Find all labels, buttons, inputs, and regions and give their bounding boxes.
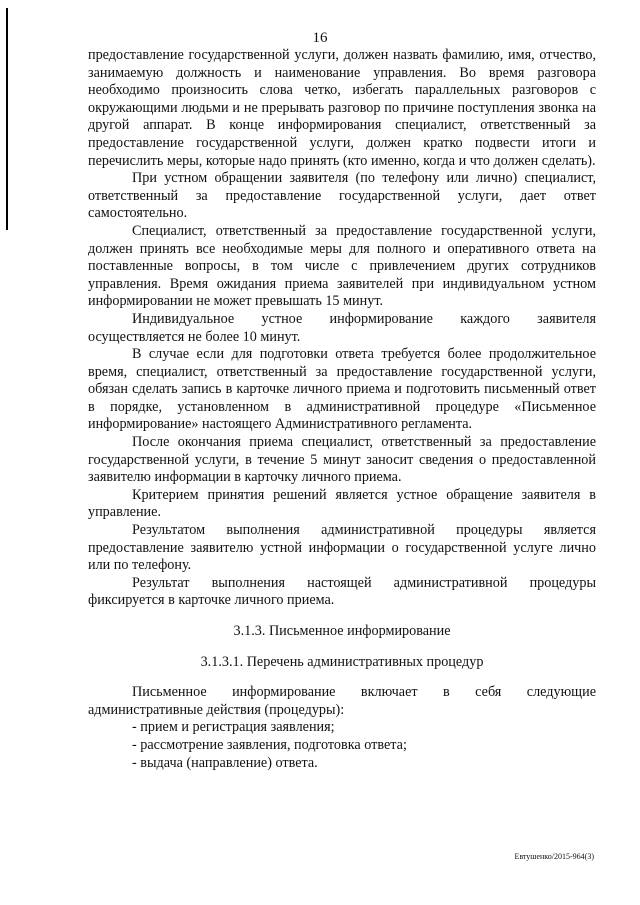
paragraph: В случае если для подготовки ответа требуется более продолжительное время, специалист, ответственный за предоставление государственной услуги, обязан сделать запись в карточке личного приема и подготовить письменный ответ в порядке, установленном в административной процедуре «Письменное информирование» настоящего Административного регламента. xyxy=(88,346,596,433)
paragraph: Специалист, ответственный за предоставление государственной услуги, должен принять все необходимые меры для полного и оперативного ответа на поставленные вопросы, в том числе с привлечением других сотрудников управления. Время ожидания приема заявителей при индивидуальном устном информировании не может превышать 15 минут. xyxy=(88,222,596,310)
paragraph: При устном обращении заявителя (по телефону или лично) специалист, ответственный за предоставление государственной услуги, дает ответ самостоятельно. xyxy=(88,170,596,222)
page-number: 16 xyxy=(312,30,328,46)
subsection-heading: 3.1.3.1. Перечень административных процедур xyxy=(200,653,484,670)
paragraph: Результатом выполнения административной процедуры является предоставление заявителю устной информации о государственной услуге лично или по телефону. xyxy=(88,522,596,574)
document-body xyxy=(88,47,596,772)
footer-reference: Евтушенко/2015-964(3) xyxy=(514,852,594,861)
list-item: - прием и регистрация заявления; xyxy=(132,719,335,736)
paragraph: Критерием принятия решений является устное обращение заявителя в управление. xyxy=(88,486,596,521)
paragraph: Индивидуальное устное информирование каждого заявителя осуществляется не более 10 минут. xyxy=(88,310,596,345)
list-item: - выдача (направление) ответа. xyxy=(132,754,318,771)
section-heading: 3.1.3. Письменное информирование xyxy=(233,623,451,639)
intro-paragraph: Письменное информирование включает в себя следующие административные действия (процедуры): xyxy=(88,684,596,718)
paragraph: После окончания приема специалист, ответственный за предоставление государственной услуги, в течение 5 минут заносит сведения о предоставленной заявителю информации в карточку личного приема. xyxy=(88,434,596,486)
paragraph: предоставление государственной услуги, должен назвать фамилию, имя, отчество, занимаемую должность и наименование управления. Во время разговора необходимо произносить слова четко, избегать параллельных разговоров с окружающими людьми и не прерывать разговор по причине поступления звонка на другой аппарат. В конце информирования специалист, ответственный за предоставление государственной услуги, должен кратко подвести итоги и перечислить меры, которые надо принять (кто именно, когда и что должен сделать). xyxy=(88,47,596,169)
procedure-list xyxy=(88,719,596,772)
list-item: - рассмотрение заявления, подготовка ответа; xyxy=(132,736,407,753)
paragraph: Результат выполнения настоящей административной процедуры фиксируется в карточке личного приема. xyxy=(88,574,596,609)
